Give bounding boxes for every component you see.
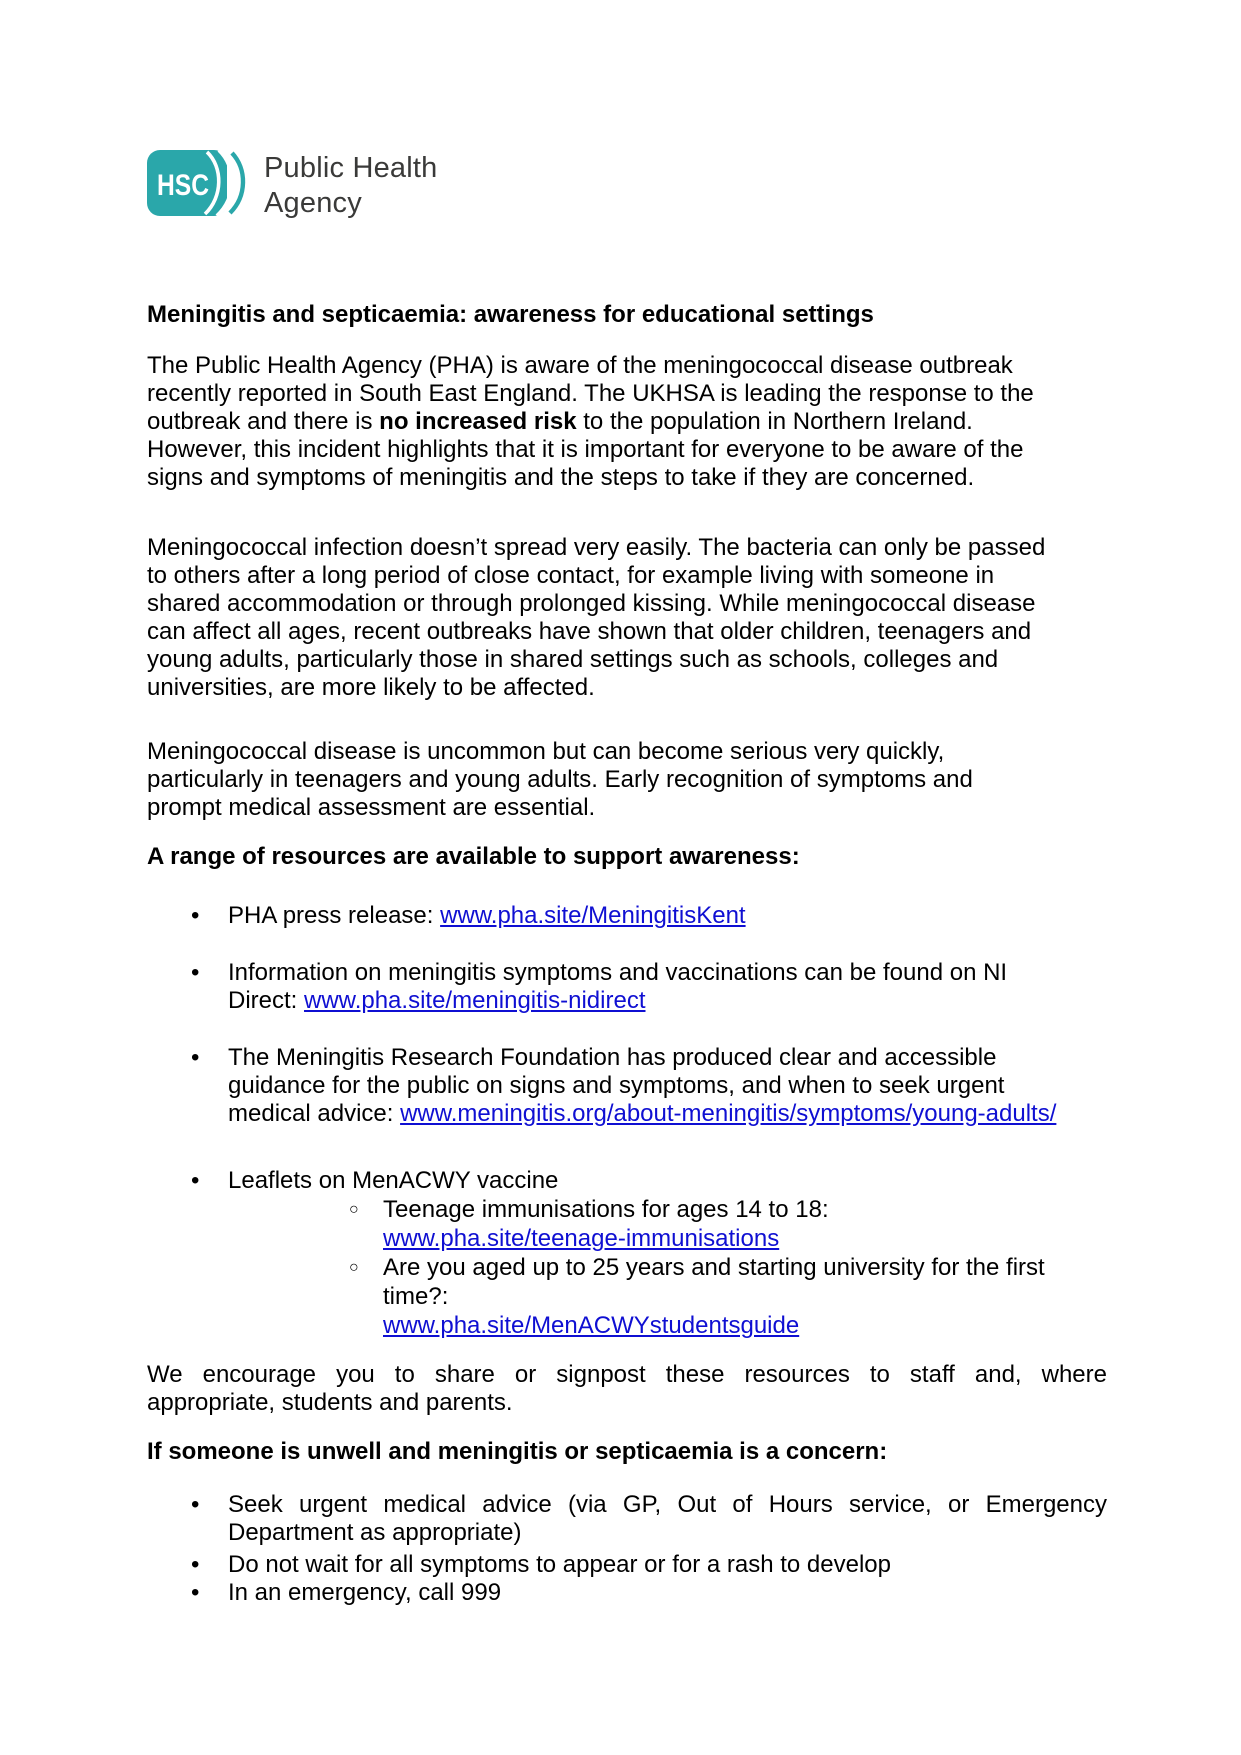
pha-logo [147, 0, 1241, 219]
text-segment: PHA press release: [228, 902, 441, 929]
text-segment: Direct: [228, 987, 305, 1014]
text-line: In an emergency, call 999 [228, 1579, 502, 1606]
text-line: Meningococcal disease is uncommon but can become serious very quickly, [147, 738, 945, 765]
text-line: prompt medical assessment are essential. [147, 794, 596, 821]
bullet-marker-icon: • [191, 1167, 200, 1194]
text-line [228, 1100, 1107, 1128]
text-line: Do not wait for all symptoms to appear or for a rash to develop [228, 1551, 891, 1578]
text-line: Are you aged up to 25 years and starting university for the first time?: [383, 1254, 1052, 1310]
resources-heading: A range of resources are available to support awareness: [147, 843, 800, 870]
org-name-line1: Public Health [264, 152, 438, 184]
bullet-marker-icon: • [191, 902, 200, 929]
bullet-marker-icon: • [191, 1579, 200, 1606]
sub-bullet-marker-icon: ○ [349, 1201, 359, 1218]
text-line: Department as appropriate) [228, 1519, 522, 1546]
text-segment: medical advice: [228, 1100, 401, 1127]
bold-emphasis-no-increased-risk: no increased risk [379, 408, 577, 435]
bullet-marker-icon: • [191, 1551, 200, 1578]
list-item-research-foundation [147, 1044, 1107, 1128]
text-line: However, this incident highlights that it is important for everyone to be aware of the [147, 436, 1024, 463]
list-item-do-not-wait [147, 1551, 1107, 1579]
list-item-seek-advice [147, 1491, 1107, 1547]
paragraph-outbreak [147, 352, 1107, 492]
text-segment: to the population in Northern Ireland. [576, 408, 973, 435]
sub-item-teenage-immunisations [228, 1195, 1107, 1253]
text-line: shared accommodation or through prolonged kissing. While meningococcal disease [147, 590, 1036, 617]
list-item-leaflets [147, 1167, 1107, 1340]
concern-list [147, 1491, 1107, 1607]
link-meningitis-nidirect[interactable]: www.pha.site/meningitis-nidirect [304, 987, 646, 1014]
paragraph-transmission [147, 534, 1107, 702]
document-title: Meningitis and septicaemia: awareness for educational settings [147, 301, 874, 328]
resources-list [147, 902, 1107, 1340]
text-line [147, 408, 1107, 436]
paragraph-seriousness [147, 738, 1107, 822]
text-segment: outbreak and there is [147, 408, 380, 435]
text-line: signs and symptoms of meningitis and the steps to take if they are concerned. [147, 464, 975, 491]
bullet-marker-icon: • [191, 1491, 200, 1518]
text-line: young adults, particularly those in shared settings such as schools, colleges and [147, 646, 999, 673]
text-line: universities, are more likely to be affected. [147, 674, 595, 701]
org-name [264, 150, 437, 221]
text-line: recently reported in South East England. The UKHSA is leading the response to the [147, 380, 1034, 407]
text-line: Meningococcal infection doesn’t spread very easily. The bacteria can only be passed [147, 534, 1046, 561]
sub-item-students-guide [228, 1253, 1107, 1340]
text-line: Seek urgent medical advice (via GP, Out of Hours service, or Emergency [228, 1491, 1107, 1518]
text-line [383, 1311, 1107, 1340]
text-line: The Meningitis Research Foundation has produced clear and accessible [228, 1044, 997, 1071]
text-line: appropriate, students and parents. [147, 1389, 513, 1416]
bullet-marker-icon: • [191, 959, 200, 986]
bullet-marker-icon: • [191, 1044, 200, 1071]
list-item-ni-direct [147, 959, 1107, 1015]
concern-heading: If someone is unwell and meningitis or septicaemia is a concern: [147, 1438, 888, 1465]
link-teenage-immunisations[interactable]: www.pha.site/teenage-immunisations [383, 1225, 780, 1252]
hsc-logo-icon [147, 150, 251, 216]
list-item-call-999 [147, 1579, 1107, 1607]
text-line: Information on meningitis symptoms and vaccinations can be found on NI [228, 959, 1008, 986]
text-line [228, 987, 1107, 1015]
text-line: can affect all ages, recent outbreaks have shown that older children, teenagers and [147, 618, 1032, 645]
text-line: Teenage immunisations for ages 14 to 18: [383, 1196, 829, 1223]
org-name-line2: Agency [264, 187, 362, 219]
paragraph-share [147, 1361, 1107, 1417]
text-line [383, 1224, 1107, 1253]
text-line: particularly in teenagers and young adults. Early recognition of symptoms and [147, 766, 973, 793]
hsc-logo-letters: HSC [157, 169, 209, 202]
text-line: The Public Health Agency (PHA) is aware of the meningococcal disease outbreak [147, 352, 1013, 379]
sub-bullet-marker-icon: ○ [349, 1259, 359, 1276]
text-line: Leaflets on MenACWY vaccine [228, 1167, 559, 1194]
link-meningitis-kent[interactable]: www.pha.site/MeningitisKent [440, 902, 746, 929]
text-line [228, 902, 1107, 930]
leaflets-sublist [228, 1195, 1107, 1340]
text-line: to others after a long period of close contact, for example living with someone in [147, 562, 995, 589]
link-meningitis-org-symptoms[interactable]: www.meningitis.org/about-meningitis/symptoms/young-adults/ [400, 1100, 1057, 1127]
link-menacwy-students-guide[interactable]: www.pha.site/MenACWYstudentsguide [383, 1312, 800, 1339]
list-item-press-release [147, 902, 1107, 930]
text-line: guidance for the public on signs and symptoms, and when to seek urgent [228, 1072, 1005, 1099]
text-line: We encourage you to share or signpost these resources to staff and, where [147, 1361, 1107, 1388]
document-body [147, 301, 1107, 1607]
